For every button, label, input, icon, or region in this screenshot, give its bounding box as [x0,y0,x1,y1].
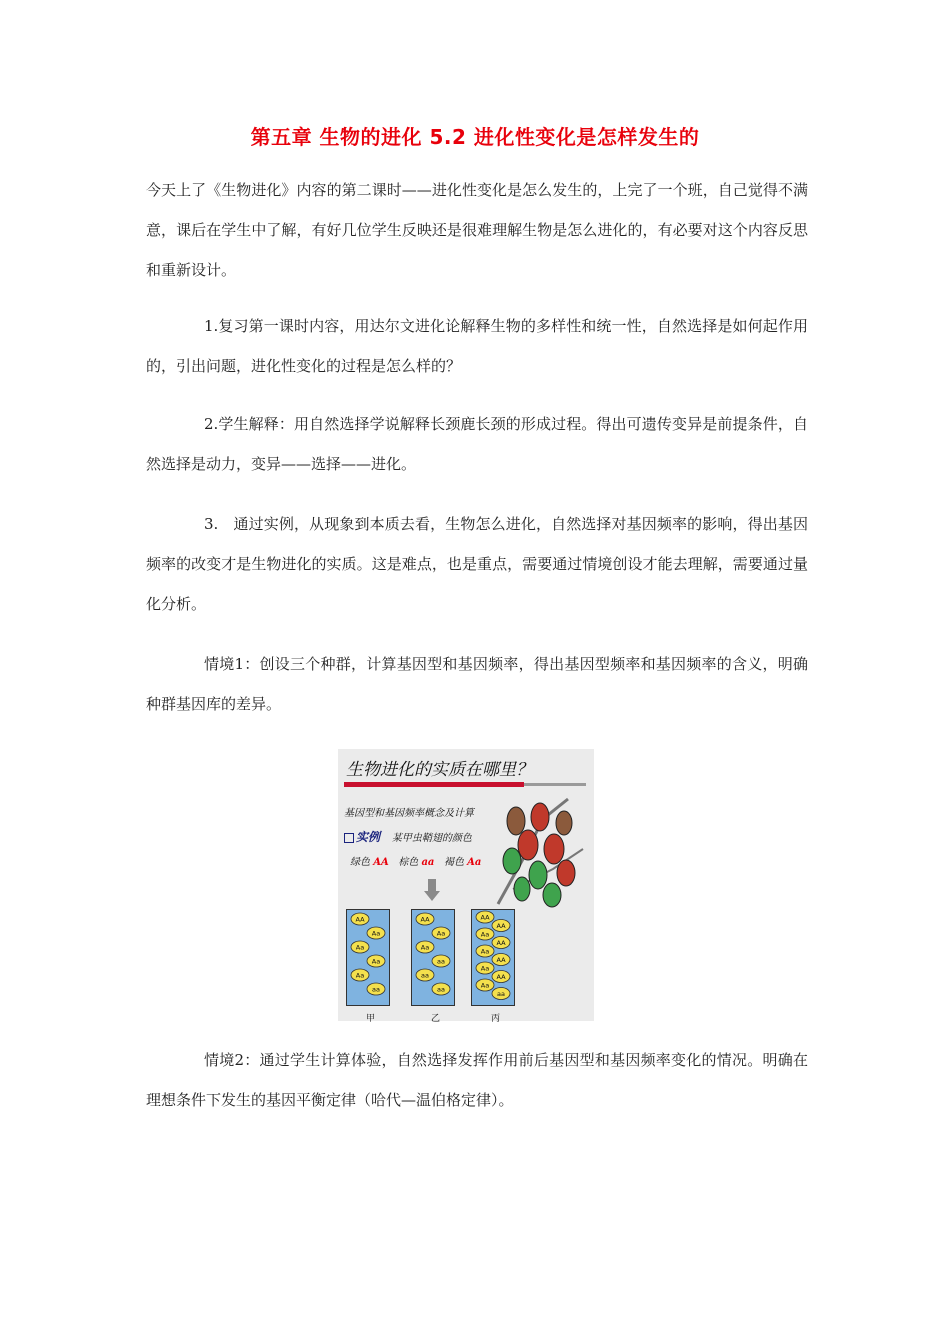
allele-oval [476,928,494,940]
allele-label: Aa [480,981,490,990]
allele-oval [476,962,494,974]
figure-title: 生物进化的实质在哪里？ [346,760,533,780]
allele-label: Aa [355,971,365,980]
allele-label: aa [437,985,445,994]
genotype-brown: aa [421,857,435,868]
allele-oval [416,969,434,981]
allele-layer [338,749,594,1021]
allele-oval [492,971,510,983]
color-tan: 褐色 [443,857,464,868]
allele-oval [476,979,494,991]
allele-oval [367,927,385,939]
allele-oval [351,913,369,925]
allele-label: AA [355,915,365,924]
population-label-bing: 丙 [491,1014,501,1024]
figure-subtitle: 基因型和基因频率概念及计算 [344,808,474,819]
allele-label: Aa [420,943,430,952]
allele-label: Aa [371,957,381,966]
allele-label: Aa [355,943,365,952]
allele-oval [492,937,510,949]
page-title: 第五章 生物的进化 5.2 进化性变化是怎样发生的 [250,125,700,149]
allele-label: AA [496,922,506,930]
scenario-2: 情境2：通过学生计算体验，自然选择发挥作用前后基因型和基因频率变化的情况。明确在理想条件下发生的基因平衡定律（哈代—温伯格定律）。 [146,1051,808,1109]
allele-oval [351,941,369,953]
allele-oval [476,945,494,957]
allele-label: AA [496,956,506,964]
allele-oval [416,913,434,925]
intro-paragraph: 今天上了《生物进化》内容的第二课时——进化性变化是怎么发生的，上完了一个班，自己觉得不满意，课后在学生中了解，有好几位学生反映还是很难理解生物是怎么进化的，有必要对这个内容反思和重新设计。 [146,181,808,279]
allele-label: Aa [436,929,446,938]
point-3: 3. 通过实例，从现象到本质去看，生物怎么进化，自然选择对基因频率的影响，得出基因频率的改变才是生物进化的实质。这是难点，也是重点，需要通过情境创设才能去理解，需要通过量化分析。 [146,515,808,613]
allele-label: aa [372,985,380,994]
allele-label: Aa [371,929,381,938]
allele-label: AA [480,913,490,922]
allele-oval [367,955,385,967]
allele-label: Aa [480,930,490,939]
allele-oval [351,969,369,981]
allele-oval [476,911,494,923]
example-label: 实例 [356,830,381,844]
allele-label: AA [496,939,506,947]
point-2: 2.学生解释：用自然选择学说解释长颈鹿长颈的形成过程。得出可遗传变异是前提条件，自然选择是动力，变异——选择——进化。 [146,415,808,473]
allele-oval [492,954,510,966]
allele-label: aa [421,971,429,980]
allele-label: Aa [480,964,490,973]
allele-label: AA [420,915,430,924]
scenario-1: 情境1：创设三个种群，计算基因型和基因频率，得出基因型频率和基因频率的含义，明确种群基因库的差异。 [146,655,808,713]
allele-label: aa [497,990,505,998]
color-green: 绿色 [350,857,370,868]
gene-frequency-figure [338,749,594,1024]
genotype-tan: Aa [467,857,482,868]
allele-oval [432,955,450,967]
allele-oval [367,983,385,995]
example-text: 某甲虫鞘翅的颜色 [391,833,472,844]
allele-oval [416,941,434,953]
color-brown: 棕色 [398,857,419,868]
allele-oval [492,920,510,932]
allele-oval [432,983,450,995]
allele-oval [432,927,450,939]
allele-oval [492,988,510,1000]
allele-label: AA [496,973,506,981]
allele-label: aa [437,957,445,966]
population-label-yi: 乙 [431,1014,441,1024]
point-1: 1.复习第一课时内容，用达尔文进化论解释生物的多样性和统一性，自然选择是如何起作用的，引出问题，进化性变化的过程是怎么样的？ [146,317,808,375]
allele-label: Aa [480,947,490,956]
genotype-green: AA [373,857,389,868]
population-label-jia: 甲 [366,1014,376,1024]
